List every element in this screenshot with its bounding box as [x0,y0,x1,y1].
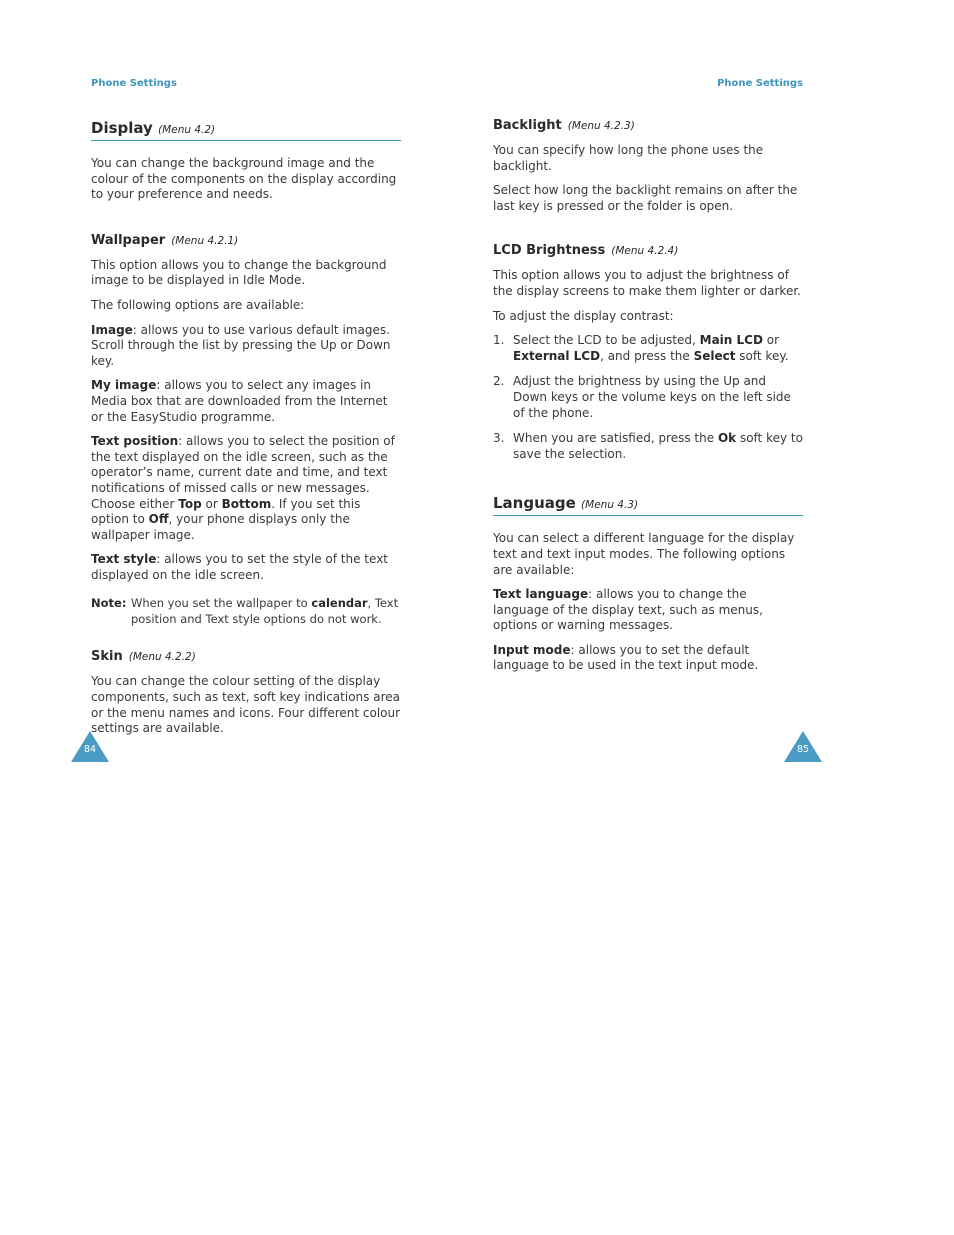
option-text-style [91,552,401,583]
note-text [131,595,401,627]
lcd-title: LCD Brightness [493,243,606,259]
lcd-steps [493,333,803,462]
step-3-text-b: soft key to save the selection. [513,431,803,461]
page-number-marker-left [71,731,109,762]
option-text-language-text: : allows you to change the language of the display text, such as menus, options or warning messages. [493,587,763,633]
option-text-style-text: : allows you to set the style of the text displayed on the idle screen. [91,552,388,582]
note-calendar: calendar [311,596,368,611]
running-head-right: Phone Settings [717,78,803,89]
language-heading [493,494,803,516]
option-text-position [91,434,401,543]
skin-menu-ref: (Menu 4.2.2) [128,651,196,664]
step-1-text-b: , and press the [600,348,694,363]
running-head-left: Phone Settings [91,78,177,89]
page-number-marker-right [784,731,822,762]
option-image [91,323,401,370]
step-1-text-a: Select the LCD to be adjusted, [513,333,700,348]
lcd-contrast-intro: To adjust the display contrast: [493,308,674,323]
lcd-step-2-number: 2. [493,374,505,389]
option-input-mode-label: Input mode [493,642,571,657]
text-position-text: : allows you to select the position of the text displayed on the idle screen, such as the operator’s name, current date and time, and text notifications of missed calls or new messages. Choose either [91,434,395,511]
display-intro: You can change the background image and the colour of the components on the display according to your preference and needs. [91,156,397,202]
wallpaper-menu-ref: (Menu 4.2.1) [171,234,239,247]
wallpaper-options-intro: The following options are available: [91,297,305,312]
option-my-image [91,378,401,425]
display-title: Display [91,119,153,137]
backlight-text-1: You can specify how long the phone uses the backlight. [493,143,764,173]
display-menu-ref: (Menu 4.2) [158,124,216,136]
wallpaper-intro: This option allows you to change the background image to be displayed in Idle Mode. [91,257,387,288]
lcd-step-1-text [513,333,803,364]
lcd-step-2-text: Adjust the brightness by using the Up and Down keys or the volume keys on the left side of the phone. [513,374,791,420]
text-position-or: or [201,496,222,511]
wallpaper-heading [91,233,401,248]
option-input-mode [493,643,803,674]
backlight-heading [493,118,803,133]
text-position-text-2: . If you set this option to [91,496,361,527]
left-content [91,119,401,746]
lcd-step-1 [493,333,803,364]
right-content [493,118,803,683]
lcd-step-3-text [513,431,803,462]
lcd-step-1-number: 1. [493,333,505,348]
step-1-main-lcd: Main LCD [699,333,763,348]
step-1-external-lcd: External LCD [513,348,601,363]
page-number-left: 84 [83,744,97,755]
step-3-ok: Ok [717,431,737,446]
lcd-intro: This option allows you to adjust the brightness of the display screens to make them lighter or darker. [493,268,801,298]
wallpaper-note [91,595,401,627]
skin-text: You can change the colour setting of the display components, such as text, soft key indications area or the menu names and icons. Four different colour settings are available. [91,674,401,736]
note-label: Note: [91,596,127,611]
option-my-image-text: : allows you to select any images in Media box that are downloaded from the Internet or the EasyStudio programme. [91,378,388,424]
option-text-position-label: Text position [91,434,179,449]
note-text-1: When you set the wallpaper to [131,596,312,611]
note-text-2: , Text position and Text style options do not work. [131,596,399,627]
option-text-language-label: Text language [493,587,589,602]
text-position-text-3: , your phone displays only the wallpaper image. [91,512,350,542]
text-position-off: Off [148,512,169,527]
skin-heading [91,649,401,664]
lcd-step-3-number: 3. [493,431,505,446]
step-1-select: Select [693,348,736,363]
backlight-menu-ref: (Menu 4.2.3) [567,120,635,132]
display-heading [91,119,401,141]
option-text-language [493,587,803,634]
step-3-text-a: When you are satisfied, press the [513,431,718,446]
language-intro: You can select a different language for the display text and text input modes. The following options are available: [493,531,795,577]
language-menu-ref: (Menu 4.3) [581,499,639,512]
lcd-heading [493,243,803,258]
option-image-label: Image [91,322,133,337]
lcd-step-3 [493,431,803,462]
option-input-mode-text: : allows you to set the default language to be used in the text input mode. [493,642,759,673]
step-1-text-c: soft key. [735,348,789,363]
option-text-style-label: Text style [91,552,157,567]
text-position-top: Top [178,496,202,511]
lcd-step-2 [493,374,803,421]
step-1-or: or [762,333,780,348]
skin-title: Skin [91,649,123,665]
wallpaper-title: Wallpaper [91,232,166,248]
backlight-title: Backlight [493,118,562,133]
page-number-right: 85 [796,744,810,755]
option-my-image-label: My image [91,378,157,393]
language-title: Language [493,494,576,513]
backlight-text-2: Select how long the backlight remains on after the last key is pressed or the folder is open. [493,183,798,213]
option-image-text: : allows you to use various default images. Scroll through the list by pressing the Up or Down key. [91,322,391,368]
lcd-menu-ref: (Menu 4.2.4) [611,245,679,258]
text-position-bottom: Bottom [221,496,272,511]
